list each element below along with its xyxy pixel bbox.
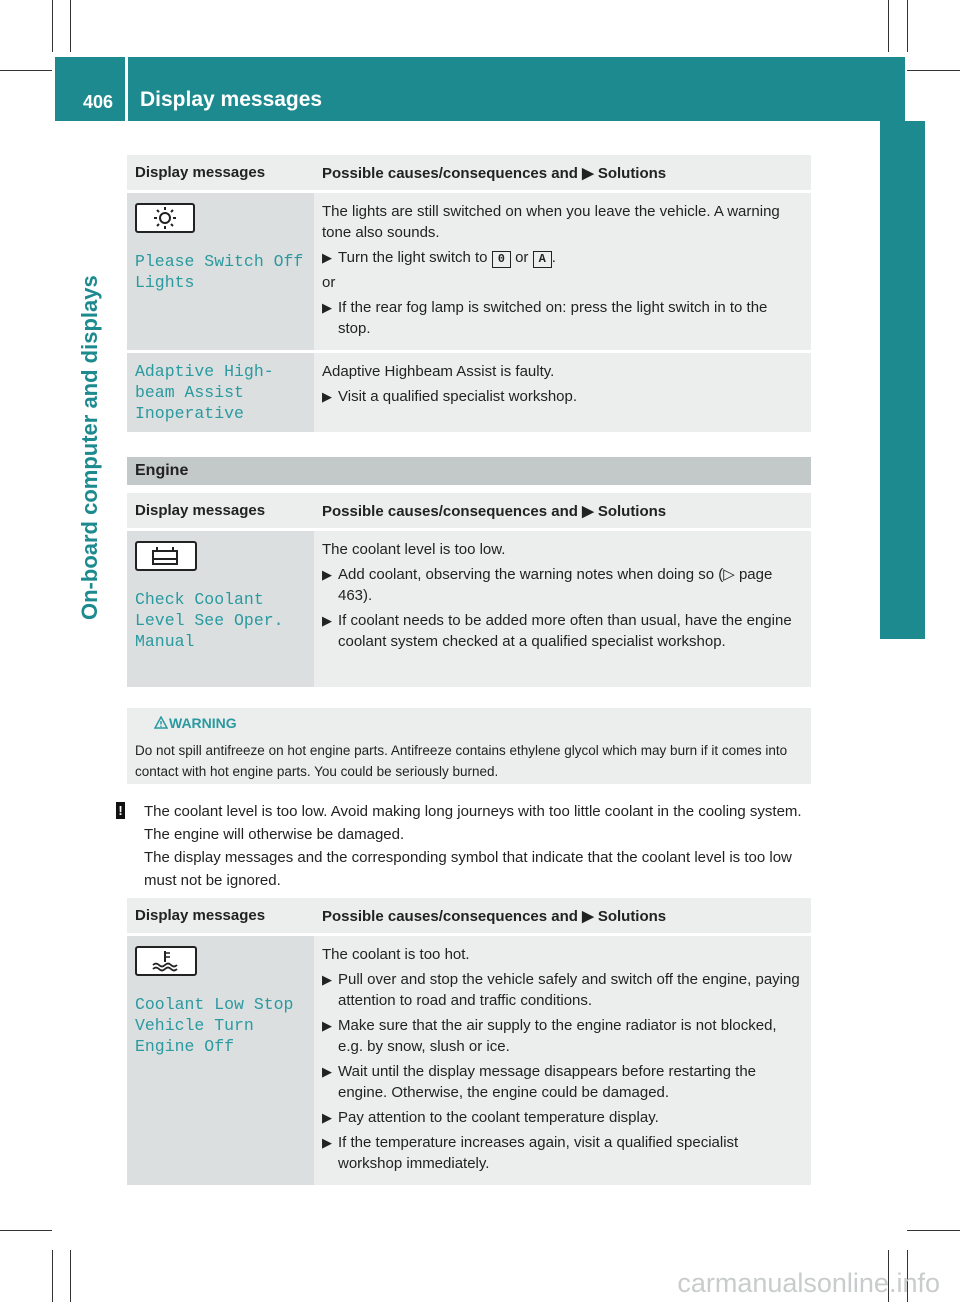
- light-switch-auto-key: A: [533, 251, 552, 268]
- solution-step: ▶ If the rear fog lamp is switched on: press the light switch in to the stop.: [322, 299, 768, 337]
- crop-mark: [52, 0, 53, 52]
- display-messages-table-coolant-level: [127, 493, 811, 687]
- crop-mark: [0, 1230, 52, 1231]
- display-message-text: Coolant Low Stop Vehicle Turn Engine Off: [135, 995, 294, 1056]
- solution-step: ▶ Pay attention to the coolant temperature display.: [322, 1109, 659, 1126]
- message-cell: [127, 192, 314, 352]
- crop-mark: [52, 1250, 53, 1302]
- solution-cell: [314, 352, 811, 433]
- message-cell: [127, 352, 314, 433]
- crop-mark: [888, 0, 889, 52]
- message-cell: [127, 530, 314, 688]
- watermark: carmanualsonline.info: [677, 1268, 940, 1298]
- note-paragraph: The display messages and the corresponding symbol that indicate that the coolant level is too low must not be ignored.: [144, 849, 792, 889]
- solution-step: ▶ Pull over and stop the vehicle safely and switch off the engine, paying attention to road and traffic conditions.: [322, 971, 800, 1009]
- solution-step: ▶ Make sure that the air supply to the engine radiator is not blocked, e.g. by snow, slush or ice.: [322, 1017, 777, 1055]
- display-messages-table-lights: [127, 155, 811, 432]
- note-paragraph: The coolant level is too low. Avoid making long journeys with too little coolant in the cooling system. The engine will otherwise be damaged.: [144, 803, 802, 843]
- col-header-solutions: Possible causes/consequences and ▶ Solutions: [314, 493, 811, 530]
- display-message-text: Adaptive High-beam Assist Inoperative: [135, 362, 274, 423]
- exclamation-icon: !: [116, 802, 125, 819]
- coolant-level-icon: [135, 541, 197, 571]
- col-header-solutions: Possible causes/consequences and ▶ Solutions: [314, 155, 811, 192]
- page-number: 406: [83, 92, 114, 112]
- warning-title: WARNING: [169, 715, 237, 731]
- solution-cell: [314, 530, 811, 688]
- header-divider: [125, 57, 128, 121]
- display-messages-table-coolant-temperature: [127, 898, 811, 1185]
- solution-step: ▶ Turn the light switch to 0 or A .: [322, 249, 556, 266]
- solution-step: ▶ If the temperature increases again, visit a qualified specialist workshop immediately.: [322, 1134, 739, 1172]
- col-header-solutions: Possible causes/consequences and ▶ Solutions: [314, 898, 811, 935]
- caution-note: [116, 800, 814, 892]
- light-switch-0-key: 0: [492, 251, 511, 268]
- page-title: Display messages: [140, 88, 323, 111]
- solution-cell: [314, 192, 811, 352]
- section-heading-engine: Engine: [127, 457, 811, 485]
- coolant-temperature-icon: [135, 946, 197, 976]
- side-tab: [880, 121, 925, 639]
- solution-cell: [314, 935, 811, 1186]
- crop-mark: [907, 70, 960, 71]
- message-cell: [127, 935, 314, 1186]
- warning-triangle-icon: [154, 716, 168, 729]
- crop-mark: [0, 70, 52, 71]
- display-message-text: Check Coolant Level See Oper. Manual: [135, 590, 284, 651]
- crop-mark: [70, 0, 71, 52]
- or-text: or: [322, 274, 336, 291]
- light-bulb-icon: [135, 203, 195, 233]
- display-message-text: Please Switch Off Lights: [135, 252, 304, 292]
- cause-text: The coolant is too hot.: [322, 946, 470, 963]
- col-header-messages: Display messages: [127, 155, 314, 192]
- warning-text: Do not spill antifreeze on hot engine parts. Antifreeze contains ethylene glycol which may burn if it comes into contact with hot engine parts. You could be seriously burned.: [135, 743, 788, 779]
- cause-text: The coolant level is too low.: [322, 541, 506, 558]
- col-header-messages: Display messages: [127, 898, 314, 935]
- solution-step: ▶ Add coolant, observing the warning notes when doing so (▷ page 463).: [322, 566, 773, 604]
- col-header-messages: Display messages: [127, 493, 314, 530]
- solution-step: ▶ Visit a qualified specialist workshop.: [322, 388, 578, 405]
- crop-mark: [907, 1230, 960, 1231]
- solution-step: ▶ If coolant needs to be added more often than usual, have the engine coolant system checked at a qualified specialist workshop.: [322, 612, 792, 650]
- warning-box: [127, 708, 811, 784]
- solution-step: ▶ Wait until the display message disappears before restarting the engine. Otherwise, the engine could be damaged.: [322, 1063, 757, 1101]
- crop-mark: [70, 1250, 71, 1302]
- cause-text: Adaptive Highbeam Assist is faulty.: [322, 363, 555, 380]
- cause-text: The lights are still switched on when you leave the vehicle. A warning tone also sounds.: [322, 203, 780, 241]
- crop-mark: [907, 0, 908, 52]
